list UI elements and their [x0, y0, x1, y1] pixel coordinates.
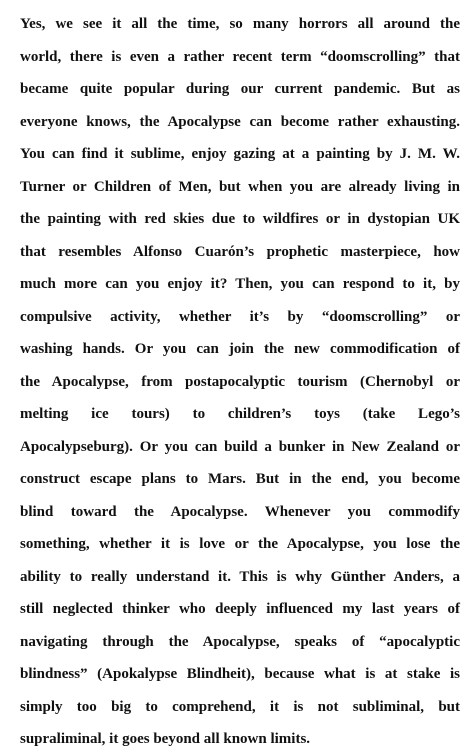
- paragraph-line: the painting with red skies due to wildfires or in dystopian UK: [20, 211, 460, 227]
- paragraph-line: Turner or Children of Men, but when you are already living in: [20, 178, 460, 195]
- paragraph-line: melting ice tours) to children’s toys (take Lego’s: [20, 406, 460, 422]
- paragraph-line: navigating through the Apocalypse, speaks of “apocalyptic: [20, 633, 460, 650]
- paragraph-line: ability to really understand it. This is why Günther Anders, a: [20, 568, 460, 585]
- paragraph-line: something, whether it is love or the Apocalypse, you lose the: [20, 536, 460, 552]
- paragraph-last-line: supraliminal, it goes beyond all known limits.: [20, 731, 311, 747]
- paragraph-line: Yes, we see it all the time, so many horrors all around the: [20, 16, 460, 32]
- paragraph-line: blind toward the Apocalypse. Whenever you commodify: [20, 503, 460, 520]
- paragraph-line: Apocalypseburg). Or you can build a bunker in New Zealand or: [20, 438, 460, 455]
- paragraph-line: the Apocalypse, from postapocalyptic tourism (Chernobyl or: [20, 373, 460, 390]
- text-page: [20, 8, 460, 756]
- paragraph-line: still neglected thinker who deeply influenced my last years of: [20, 601, 460, 617]
- paragraph-line: blindness” (Apokalypse Blindheit), because what is at stake is: [20, 666, 460, 682]
- paragraph-line: everyone knows, the Apocalypse can become rather exhausting.: [20, 113, 460, 130]
- paragraph-line: that resembles Alfonso Cuarón’s prophetic masterpiece, how: [20, 243, 460, 260]
- paragraph-line: world, there is even a rather recent term “doomscrolling” that: [20, 48, 460, 65]
- paragraph-line: much more can you enjoy it? Then, you can respond to it, by: [20, 276, 460, 292]
- paragraph-line: became quite popular during our current pandemic. But as: [20, 81, 460, 97]
- paragraph-line: construct escape plans to Mars. But in the end, you become: [20, 471, 460, 487]
- paragraph-line: compulsive activity, whether it’s by “doomscrolling” or: [20, 308, 460, 325]
- paragraph-line: simply too big to comprehend, it is not subliminal, but: [20, 698, 460, 715]
- paragraph-line: You can find it sublime, enjoy gazing at a painting by J. M. W.: [20, 146, 460, 162]
- body-paragraph: [20, 8, 460, 756]
- paragraph-line: washing hands. Or you can join the new commodification of: [20, 341, 460, 357]
